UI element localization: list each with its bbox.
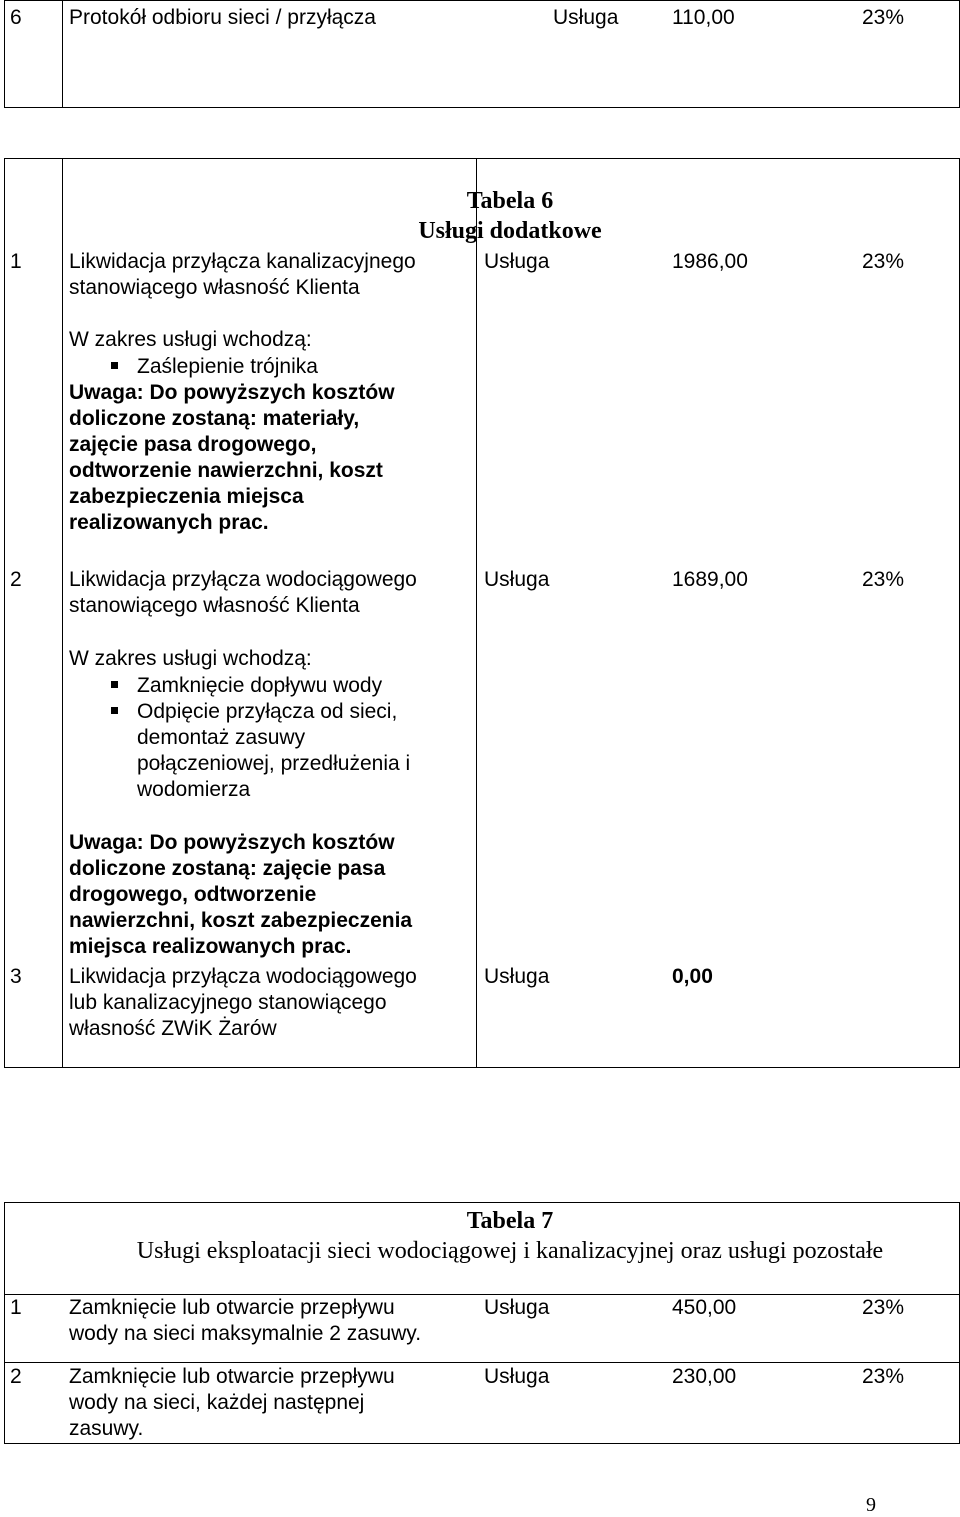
table6-title: Tabela 6 — [466, 188, 554, 214]
table6-row2-price: 1689,00 — [672, 568, 748, 591]
table6-row2-name-l2: stanowiącego własność Klienta — [69, 594, 360, 617]
table6-row2-bullet2-cont1: demontaż zasuwy — [137, 726, 306, 749]
table6-row3-no: 3 — [10, 965, 22, 988]
top-row-type: Usługa — [553, 6, 619, 29]
table6-row3-name-l3: własność ZWiK Żarów — [69, 1017, 277, 1040]
table6-row1-note-l3: zajęcie pasa drogowego, — [69, 433, 317, 456]
table6-row2-bullet2-cont3: wodomierza — [137, 778, 251, 801]
table7-row1-name-l1: Zamknięcie lub otwarcie przepływu — [69, 1296, 395, 1319]
table6-row2-note-l5: miejsca realizowanych prac. — [69, 935, 352, 958]
table6-row2-note-l1: Uwaga: Do powyższych kosztów — [69, 831, 395, 854]
table6-row2-bullet2-cont2: połączeniowej, przedłużenia i — [137, 752, 411, 775]
col-divider — [62, 0, 63, 108]
table7-row2-no: 2 — [10, 1365, 22, 1388]
table6-row1-note-l6: realizowanych prac. — [69, 511, 269, 534]
table7-row2-name-l1: Zamknięcie lub otwarcie przepływu — [69, 1365, 395, 1388]
page-number: 9 — [866, 1494, 876, 1516]
table7-row2-price: 230,00 — [672, 1365, 737, 1388]
table6-row3-type: Usługa — [484, 965, 550, 988]
table6-row2-type: Usługa — [484, 568, 550, 591]
table7-row2-name-l2: wody na sieci, każdej następnej — [69, 1391, 365, 1414]
bullet-square-icon — [111, 681, 118, 688]
table7-row1-price: 450,00 — [672, 1296, 737, 1319]
col-divider — [62, 158, 63, 1068]
bullet-square-icon — [111, 707, 118, 714]
table6-row1-note-l1: Uwaga: Do powyższych kosztów — [69, 381, 395, 404]
table6-row1-scope: W zakres usługi wchodzą: — [69, 328, 312, 351]
table6-row2-note-l3: drogowego, odtworzenie — [69, 883, 317, 906]
table6-row1-name-l2: stanowiącego własność Klienta — [69, 276, 360, 299]
table6-row2-note-l4: nawierzchni, koszt zabezpieczenia — [69, 909, 413, 932]
table6-row1-type: Usługa — [484, 250, 550, 273]
table6-row3-price: 0,00 — [672, 965, 713, 988]
table7-row1-no: 1 — [10, 1296, 22, 1319]
table6-row2-bullet1: Zamknięcie dopływu wody — [137, 674, 383, 697]
table6-row1-price: 1986,00 — [672, 250, 748, 273]
table6-row1-note-l2: doliczone zostaną: materiały, — [69, 407, 360, 430]
table7-row2-name-l3: zasuwy. — [69, 1417, 144, 1440]
table7-row1-name-l2: wody na sieci maksymalnie 2 zasuwy. — [69, 1322, 422, 1345]
top-row-no: 6 — [10, 6, 22, 29]
table6-row1-vat: 23% — [862, 250, 905, 273]
table7-row-divider — [4, 1362, 960, 1363]
table7-row2-vat: 23% — [862, 1365, 905, 1388]
table6-row1-name-l1: Likwidacja przyłącza kanalizacyjnego — [69, 250, 416, 273]
top-row-price: 110,00 — [672, 6, 735, 29]
table6-row2-no: 2 — [10, 568, 22, 591]
top-row-vat: 23% — [862, 6, 905, 29]
table6-row2-note-l2: doliczone zostaną: zajęcie pasa — [69, 857, 386, 880]
table6-row1-bullet1: Zaślepienie trójnika — [137, 355, 318, 378]
table6-row2-bullet2: Odpięcie przyłącza od sieci, — [137, 700, 398, 723]
table6-row2-vat: 23% — [862, 568, 905, 591]
table7-subtitle: Usługi eksploatacji sieci wodociągowej i kanalizacyjnej oraz usługi pozostałe — [136, 1238, 884, 1264]
table7-title: Tabela 7 — [466, 1208, 554, 1234]
table6-subtitle: Usługi dodatkowe — [418, 218, 602, 244]
top-row-name: Protokół odbioru sieci / przyłącza — [69, 6, 376, 29]
table6-row3-name-l1: Likwidacja przyłącza wodociągowego — [69, 965, 417, 988]
table7-row1-type: Usługa — [484, 1296, 550, 1319]
bullet-square-icon — [111, 362, 118, 369]
table6-row3-name-l2: lub kanalizacyjnego stanowiącego — [69, 991, 387, 1014]
table6-row2-scope: W zakres usługi wchodzą: — [69, 647, 312, 670]
col-divider — [476, 158, 477, 1068]
table6-row1-note-l4: odtworzenie nawierzchni, koszt — [69, 459, 383, 482]
table6-row1-note-l5: zabezpieczenia miejsca — [69, 485, 304, 508]
table6-row1-no: 1 — [10, 250, 22, 273]
table6-row2-name-l1: Likwidacja przyłącza wodociągowego — [69, 568, 417, 591]
table7-row2-type: Usługa — [484, 1365, 550, 1388]
table7-row1-vat: 23% — [862, 1296, 905, 1319]
